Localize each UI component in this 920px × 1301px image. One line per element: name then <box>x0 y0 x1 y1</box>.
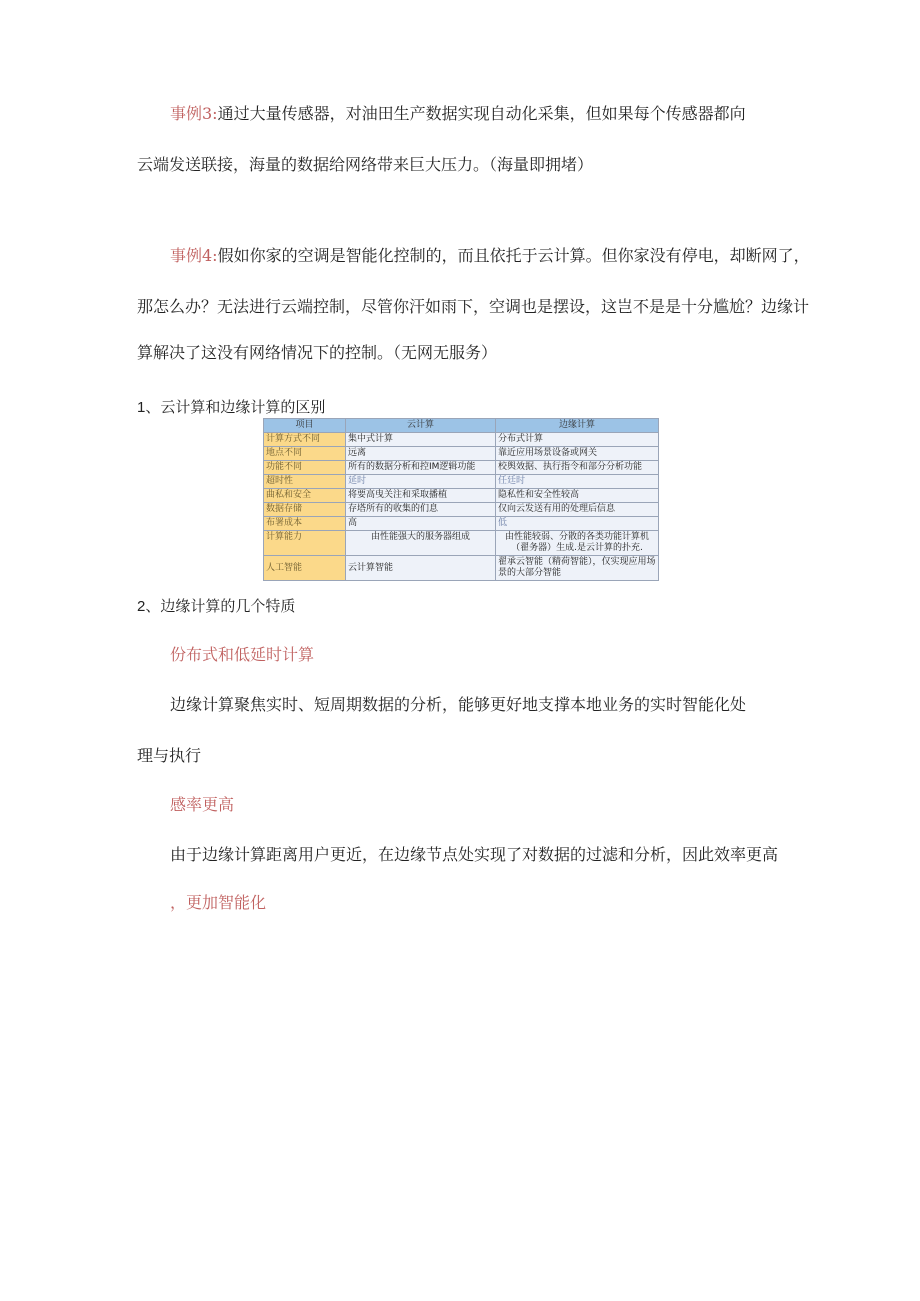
table-cell-edge: 翟承云智能（精荷智能），仅实现应用场景的大部分智能 <box>496 556 659 581</box>
table-header-edge: 边缘计算 <box>496 419 659 433</box>
comparison-table <box>263 418 659 581</box>
table-header-cloud: 云计算 <box>346 419 496 433</box>
table-cell-item: 布署成本 <box>264 517 346 531</box>
feature1-text-line2: 理与执行 <box>137 746 202 765</box>
case4-text-line3: 算解决了这没有网络情况下的控制。（无网无服务） <box>137 343 498 362</box>
case4-text-line1: 假如你家的空调是智能化控制的，而且依托于云计算。但你家没有停电，却断网了， <box>217 246 810 265</box>
table-cell-edge: 任廷时 <box>496 475 659 489</box>
case4-paragraph-line1 <box>170 246 810 266</box>
feature2-title: 感率更高 <box>170 795 235 814</box>
feature2-text-line1: 由于边缘计算距离用户更近，在边缘节点处实现了对数据的过滤和分析，因此效率更高 <box>170 845 779 864</box>
table-cell-item: 人工智能 <box>264 556 346 581</box>
section2-heading: 2、边缘计算的几个特质 <box>137 598 296 615</box>
table-cell-item: 计算方式不同 <box>264 433 346 447</box>
table-row <box>264 556 659 581</box>
table-row <box>264 531 659 556</box>
case3-paragraph-line1 <box>170 104 746 124</box>
table-cell-edge: 分布式计算 <box>496 433 659 447</box>
table-row <box>264 433 659 447</box>
table-cell-cloud: 由性能强大的服务器组成 <box>346 531 496 556</box>
table-row <box>264 475 659 489</box>
table-row <box>264 489 659 503</box>
table-cell-cloud: 集中式计算 <box>346 433 496 447</box>
table-row <box>264 447 659 461</box>
table-cell-edge: 由性能较弱、分散的各类功能计算机（翟务器）生成.是云计算的扑充. <box>496 531 659 556</box>
section1-heading: 1、云计算和边缘计算的区别 <box>137 399 326 416</box>
table-row <box>264 517 659 531</box>
table-cell-cloud: 高 <box>346 517 496 531</box>
feature3-title: ，更加智能化 <box>170 893 267 912</box>
table-cell-cloud: 云计算智能 <box>346 556 496 581</box>
feature1-text-line1: 边缘计算聚焦实时、短周期数据的分析，能够更好地支撑本地业务的实时智能化处 <box>170 695 747 714</box>
table-cell-item: 计算能力 <box>264 531 346 556</box>
table-cell-edge: 低 <box>496 517 659 531</box>
table-cell-item: 超时性 <box>264 475 346 489</box>
table-cell-item: 曲私和安全 <box>264 489 346 503</box>
table-cell-edge: 隐私性和安全性较高 <box>496 489 659 503</box>
table-cell-edge: 靠近应用场景设备或网关 <box>496 447 659 461</box>
table-cell-item: 功能不同 <box>264 461 346 475</box>
table-cell-cloud: 存塔所有的收集的们息 <box>346 503 496 517</box>
table-cell-edge: 校舆效据、执行指令和部分分析功能 <box>496 461 659 475</box>
table-cell-edge: 仅向云发送有用的处理后信息 <box>496 503 659 517</box>
table-cell-cloud: 远离 <box>346 447 496 461</box>
case3-label: 事例3: <box>170 104 218 123</box>
table-cell-cloud: 延时 <box>346 475 496 489</box>
table-row <box>264 461 659 475</box>
case4-text-line2: 那怎么办？无法进行云端控制，尽管你汗如雨下，空调也是摆设，这岂不是是十分尴尬？边缘计 <box>137 297 810 316</box>
table-cell-item: 数据存储 <box>264 503 346 517</box>
table-header-row <box>264 419 659 433</box>
case3-text-line2: 云端发送联接，海量的数据给网络带来巨大压力。（海量即拥堵） <box>137 155 594 174</box>
table-header-item: 项目 <box>264 419 346 433</box>
table-row <box>264 503 659 517</box>
table-cell-cloud: 将要高曳关注和采取播植 <box>346 489 496 503</box>
case4-label: 事例4: <box>170 246 218 265</box>
table-cell-cloud: 所有的数据分析和控IM逻辑功能 <box>346 461 496 475</box>
feature1-title: 份布式和低延时计算 <box>170 645 315 664</box>
case3-text-line1: 通过大量传感器，对油田生产数据实现自动化采集，但如果每个传感器都向 <box>217 104 746 123</box>
table-cell-item: 地点不同 <box>264 447 346 461</box>
